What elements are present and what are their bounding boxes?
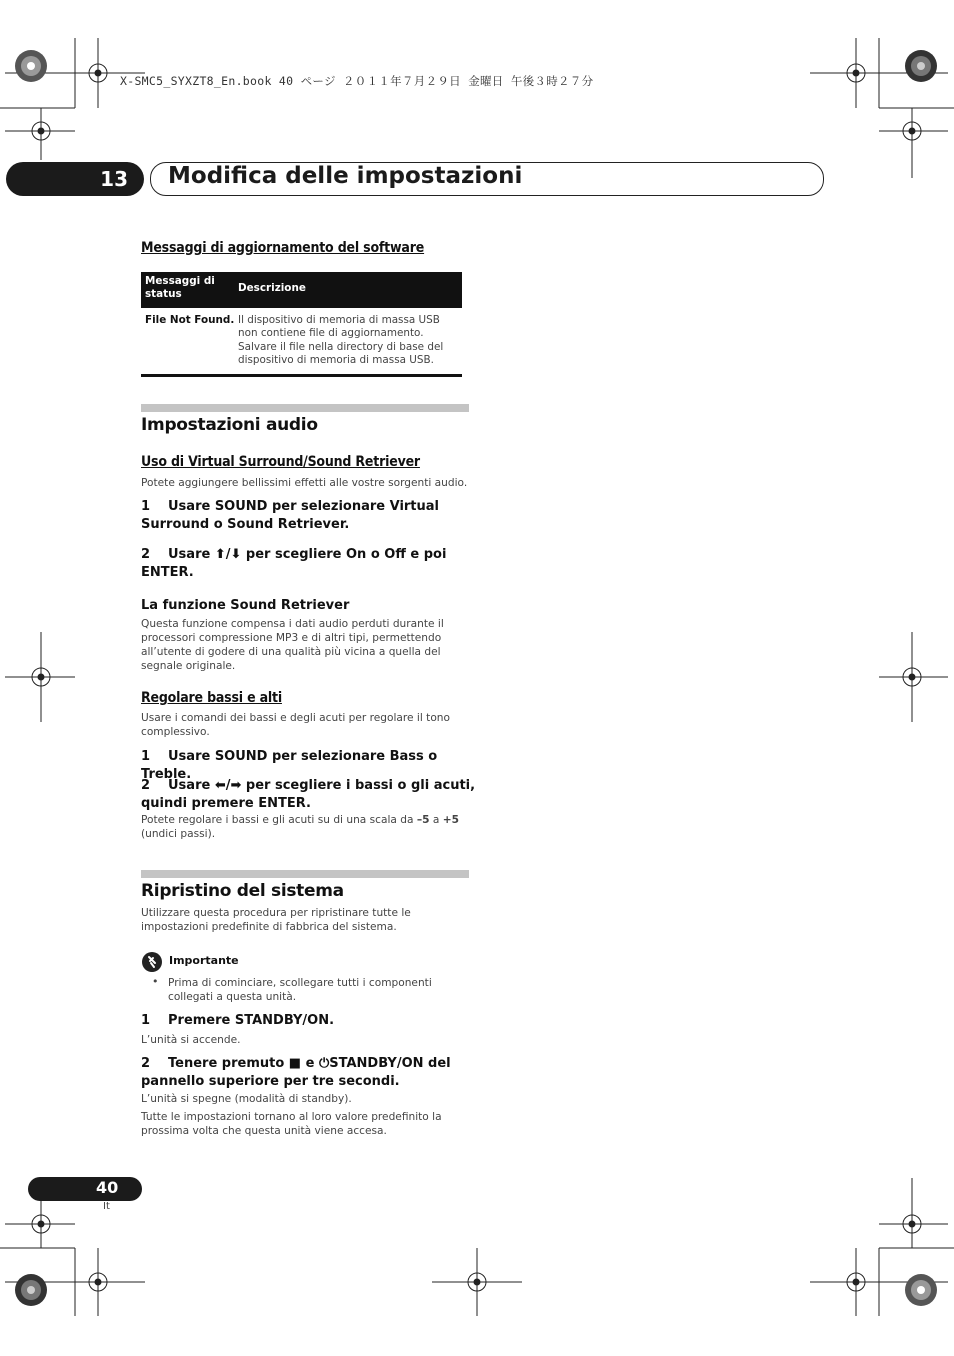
step-text: Premere STANDBY/ON. (168, 1013, 335, 1028)
note-text: (undici passi). (141, 828, 216, 840)
bass-treble-heading: Regolare bassi e alti (141, 690, 282, 706)
chapter-number: 13 (100, 167, 128, 191)
reset-step-1 (141, 1012, 476, 1030)
language-code: It (103, 1201, 110, 1212)
step-text: STANDBY/ON del pannello superiore per tre secondi. (141, 1056, 451, 1089)
reset-step-2 (141, 1055, 471, 1091)
print-header: X-SMC5_SYXZT8_En.book 40 ページ ２０１１年７月２９日 金曜日 午後３時２７分 (120, 74, 594, 88)
step-number: 2 (141, 778, 151, 793)
reset-section-title: Ripristino del sistema (141, 881, 344, 901)
step-number: 2 (141, 1056, 151, 1071)
reset-final-note: Tutte le impostazioni tornano al loro valore predefinito la prossima volta che questa unità viene accesa. (141, 1111, 442, 1137)
step-text: e (301, 1056, 319, 1071)
step-number: 1 (141, 749, 151, 764)
bass-treble-intro: Usare i comandi dei bassi e degli acuti per regolare il tono complessivo. (141, 712, 451, 738)
description-cell: Il dispositivo di memoria di massa USB non contiene file di aggiornamento. Salvare il file nella directory di base del dispositivo di memoria di massa USB. (238, 314, 444, 366)
virtual-surround-step-2 (141, 546, 476, 582)
virtual-surround-heading: Uso di Virtual Surround/Sound Retriever (141, 454, 420, 470)
range-max: +5 (442, 814, 460, 826)
reset-intro: Utilizzare questa procedura per ripristinare tutte le impostazioni predefinite di fabbrica del sistema. (141, 907, 411, 933)
bass-treble-step-2 (141, 777, 476, 813)
page-number: 40 (96, 1178, 119, 1197)
step-text: Tenere premuto (168, 1056, 289, 1071)
step-number: 1 (141, 1013, 151, 1028)
important-icon (142, 952, 162, 972)
virtual-surround-intro: Potete aggiungere bellissimi effetti alle vostre sorgenti audio. (141, 477, 468, 489)
software-messages-heading: Messaggi di aggiornamento del software (141, 240, 425, 256)
bullet-dot: • (152, 975, 159, 988)
page-number-tab (28, 1177, 142, 1201)
bass-treble-range-note (141, 813, 471, 841)
sound-retriever-subheading: La funzione Sound Retriever (141, 598, 350, 613)
table-header-row (141, 272, 462, 308)
step-text: Usare SOUND per selezionare Virtual Surround o Sound Retriever. (141, 499, 440, 532)
step-text: per scegliere On o Off e poi ENTER. (141, 547, 447, 580)
section-divider-bar (141, 404, 469, 412)
important-bullet-text: Prima di cominciare, scollegare tutti i componenti collegati a questa unità. (168, 977, 432, 1003)
step-text: Usare (168, 547, 215, 562)
section-divider-bar (141, 870, 469, 878)
table-bottom-rule (141, 374, 462, 377)
stop-icon: ■ (288, 1056, 302, 1071)
status-messages-table (141, 272, 462, 377)
note-text: a (429, 814, 443, 826)
step-text: Usare (168, 778, 215, 793)
status-cell: File Not Found. (145, 314, 235, 326)
step-number: 1 (141, 499, 151, 514)
note-text: Potete regolare i bassi e gli acuti su di una scala da (141, 814, 417, 826)
reset-step-2-note: L’unità si spegne (modalità di standby). (141, 1093, 352, 1105)
audio-section-title: Impostazioni audio (141, 415, 318, 435)
up-down-arrow-icon: ⬆/⬇ (214, 547, 242, 562)
left-right-arrow-icon: ⬅/➡ (214, 778, 242, 793)
step-text: per scegliere i bassi o gli acuti, quindi premere ENTER. (141, 778, 476, 811)
step-text: Usare SOUND per selezionare Bass o Treble. (141, 749, 438, 782)
column-header-description: Descrizione (238, 282, 306, 294)
range-min: –5 (416, 814, 430, 826)
step-number: 2 (141, 547, 151, 562)
sound-retriever-description: Questa funzione compensa i dati audio perduti durante il processori compressione MP3 e di altri tipi, permettendo all’utente di godere di una qualità più vicina a quella del segnale originale. (141, 618, 444, 672)
reset-step-1-note: L’unità si accende. (141, 1034, 241, 1046)
virtual-surround-step-1 (141, 498, 476, 534)
chapter-number-tab (6, 162, 144, 196)
column-header-status: Messaggi di status (145, 275, 215, 300)
power-icon: ⏻ (318, 1056, 330, 1071)
chapter-title: Modifica delle impostazioni (168, 163, 523, 189)
table-row (141, 308, 462, 374)
important-label: Importante (169, 954, 239, 967)
